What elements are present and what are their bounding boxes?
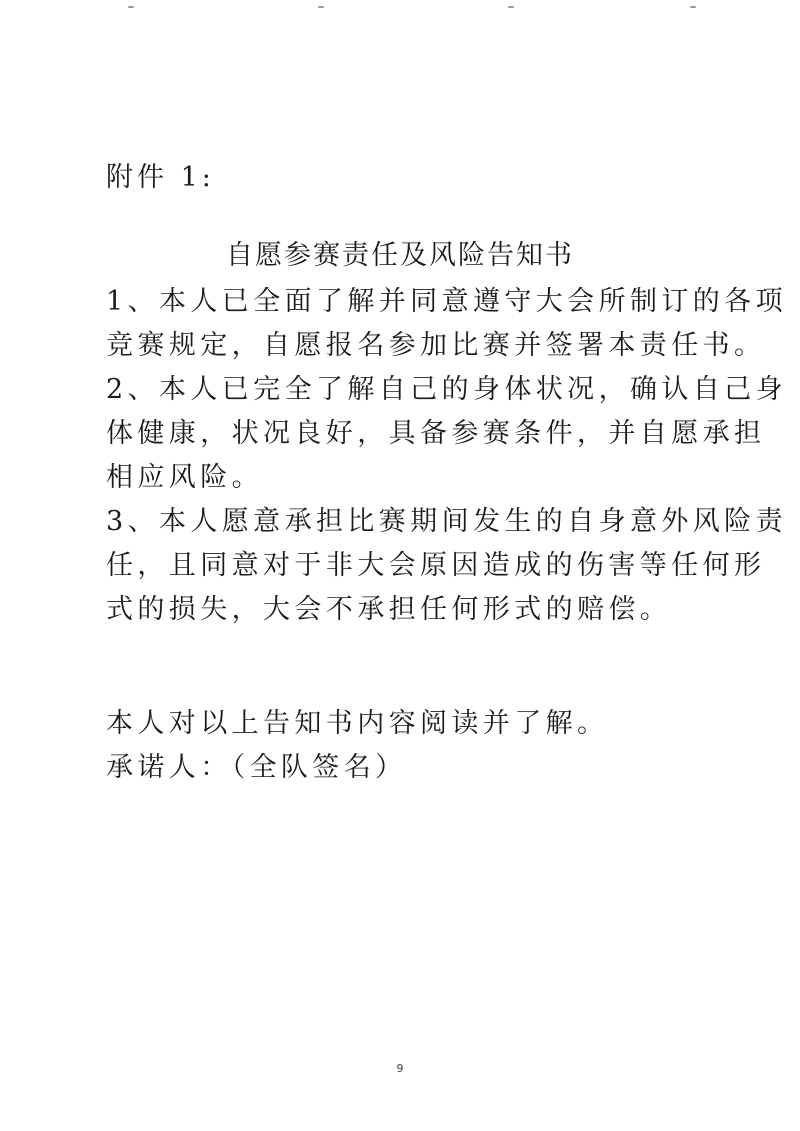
scan-artifact-mark <box>128 6 134 8</box>
clause-line: 体健康，状况良好，具备参赛条件，并自愿承担 <box>106 418 766 449</box>
clause-line: 竞赛规定，自愿报名参加比赛并签署本责任书。 <box>106 330 766 361</box>
closing-section <box>106 702 686 790</box>
attachment-label: 附件 1: <box>106 162 215 193</box>
signatory-line: 承诺人：（全队签名） <box>106 752 407 783</box>
clause-line: 1、本人已全面了解并同意遵守大会所制订的各项 <box>106 286 787 317</box>
clause-line: 相应风险。 <box>106 462 263 493</box>
page-number: 9 <box>396 1062 404 1075</box>
clause-2 <box>106 368 787 500</box>
acknowledgement-statement: 本人对以上告知书内容阅读并了解。 <box>106 708 609 739</box>
clause-line: 任，且同意对于非大会原因造成的伤害等任何形 <box>106 550 766 581</box>
clause-line: 3、本人愿意承担比赛期间发生的自身意外风险责 <box>106 506 787 537</box>
scan-artifact-mark <box>508 6 514 8</box>
clause-1 <box>106 280 787 368</box>
clause-line: 式的损失，大会不承担任何形式的赔偿。 <box>106 594 672 625</box>
document-title: 自愿参赛责任及风险告知书 <box>226 240 574 271</box>
clause-3 <box>106 500 787 632</box>
clause-line: 2、本人已完全了解自己的身体状况，确认自己身 <box>106 374 787 405</box>
scan-artifact-mark <box>318 6 324 8</box>
scan-artifact-mark <box>690 6 696 8</box>
clause-list <box>106 280 787 632</box>
